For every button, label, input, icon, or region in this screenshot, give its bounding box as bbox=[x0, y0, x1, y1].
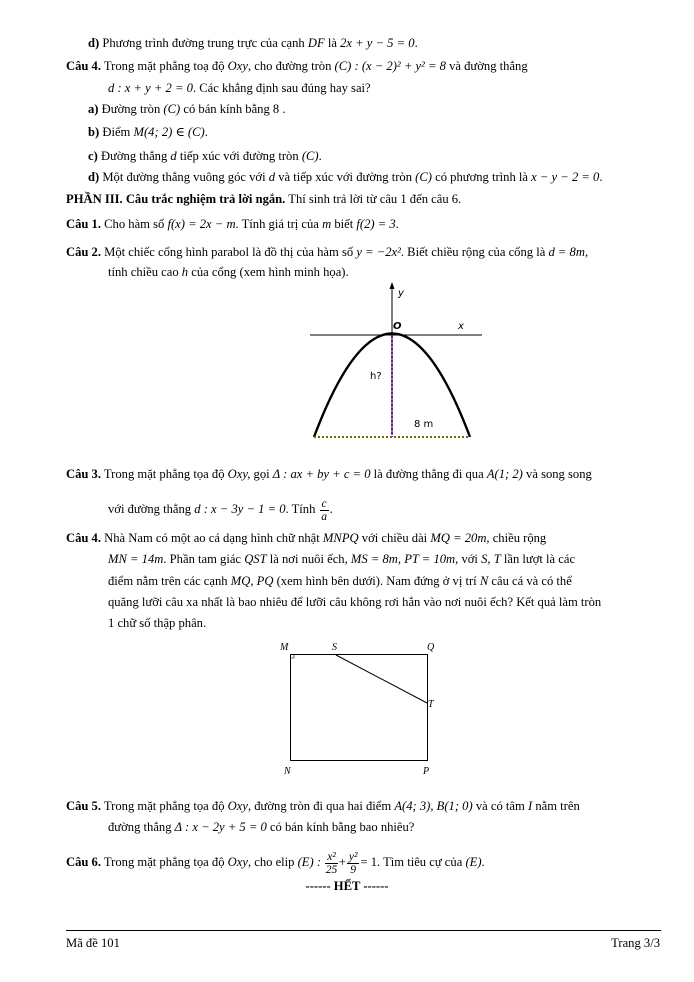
p4-line5: 1 chữ số thập phân. bbox=[108, 616, 207, 630]
fraction-x2-25: $\frac{\text{x²}}{25}$ bbox=[325, 850, 338, 876]
c4-line2: d : x + y + 2 = 0. Các khẳng định sau đúng hay sai? bbox=[108, 81, 371, 95]
label-width: 8 m bbox=[414, 419, 434, 430]
footer-page-number: Trang 3/3 bbox=[611, 936, 660, 950]
label-x: x bbox=[458, 321, 464, 332]
p4-line1: Câu 4. Nhà Nam có một ao cá dạng hình chữ nhật MNPQ với chiều dài MQ = 20m, chiều rộng bbox=[66, 531, 547, 545]
end-mark: ------ HẾT ------ bbox=[305, 879, 389, 893]
label-T: T bbox=[428, 699, 434, 710]
fraction-c-over-a: $\frac{c}{a}$ bbox=[321, 497, 327, 523]
c4-item-c: c) Đường thẳng d tiếp xúc với đường tròn (C). bbox=[88, 149, 322, 163]
p2-line2: tính chiều cao h của cổng (xem hình minh họa). bbox=[108, 265, 349, 279]
pond-figure bbox=[278, 638, 444, 780]
pond-rectangle bbox=[291, 655, 428, 761]
label-M: M bbox=[280, 642, 289, 653]
label-Q: Q bbox=[427, 642, 435, 653]
parabola-figure bbox=[300, 280, 490, 442]
p6-question: Câu 6. Trong mặt phẳng tọa độ Oxy, cho elip (E) : $\frac{\text{x²}}{25}$ + $\frac{\text{y²}}{9}$ = 1. Tìm tiêu cự của (E). bbox=[66, 850, 485, 876]
q3-item-d: d) Phương trình đường trung trực của cạnh DF là 2x + y − 5 = 0. bbox=[88, 36, 418, 50]
y-arrow-icon bbox=[390, 282, 395, 289]
c4-line1: Câu 4. Trong mặt phẳng toạ độ Oxy, cho đường tròn (C) : (x − 2)² + y² = 8 và đường thẳng bbox=[66, 59, 528, 73]
p5-line2: đường thẳng Δ : x − 2y + 5 = 0 có bán kính bằng bao nhiêu? bbox=[108, 820, 415, 834]
p4-line3: điểm nằm trên các cạnh MQ, PQ (xem hình bên dưới). Nam đứng ở vị trí N câu cá và có thể bbox=[108, 574, 572, 588]
p4-line4: quăng lưỡi câu xa nhất là bao nhiêu để lưỡi câu không rơi hẳn vào nơi nuôi ếch? Kết quả làm tròn bbox=[108, 595, 602, 609]
p5-line1: Câu 5. Trong mặt phẳng tọa độ Oxy, đường tròn đi qua hai điểm A(4; 3), B(1; 0) và có tâm I nằm trên bbox=[66, 799, 580, 813]
right-angle-mark bbox=[291, 655, 294, 658]
p3-line2: với đường thẳng d : x − 3y − 1 = 0. Tính $\frac{c}{a}$ . bbox=[108, 497, 333, 523]
segment-st bbox=[336, 655, 427, 703]
c4-item-a: a) Đường tròn (C) có bán kính bằng 8 . bbox=[88, 102, 286, 116]
footer-rule bbox=[66, 930, 661, 931]
p4-line2: MN = 14m. Phần tam giác QST là nơi nuôi ếch, MS = 8m, PT = 10m, với S, T lần lượt là các bbox=[108, 552, 576, 566]
p2-line1: Câu 2. Một chiếc cổng hình parabol là đồ thị của hàm số y = −2x². Biết chiều rộng của cổng là d = 8m, bbox=[66, 245, 589, 259]
label-y: y bbox=[398, 288, 404, 299]
c4-item-d: d) Một đường thẳng vuông góc với d và tiếp xúc với đường tròn (C) có phương trình là x − y − 2 = 0. bbox=[88, 170, 603, 184]
p3-line1: Câu 3. Trong mặt phẳng tọa độ Oxy, gọi Δ : ax + by + c = 0 là đường thẳng đi qua A(1; 2) và song song bbox=[66, 467, 592, 481]
p1-question: Câu 1. Cho hàm số f(x) = 2x − m. Tính giá trị của m biết f(2) = 3. bbox=[66, 217, 399, 231]
part3-heading: PHẦN III. Câu trắc nghiệm trả lời ngắn. Thí sinh trả lời từ câu 1 đến câu 6. bbox=[66, 192, 462, 206]
fraction-y2-9: $\frac{\text{y²}}{9}$ bbox=[348, 850, 358, 876]
footer-exam-code: Mã đề 101 bbox=[66, 936, 120, 950]
label-P: P bbox=[423, 766, 430, 777]
label-o: O bbox=[393, 321, 402, 332]
label-N: N bbox=[284, 766, 291, 777]
label-S: S bbox=[332, 642, 337, 653]
label-h: h? bbox=[370, 371, 382, 382]
c4-item-b: b) Điểm M(4; 2) ∈ (C). bbox=[88, 125, 208, 139]
